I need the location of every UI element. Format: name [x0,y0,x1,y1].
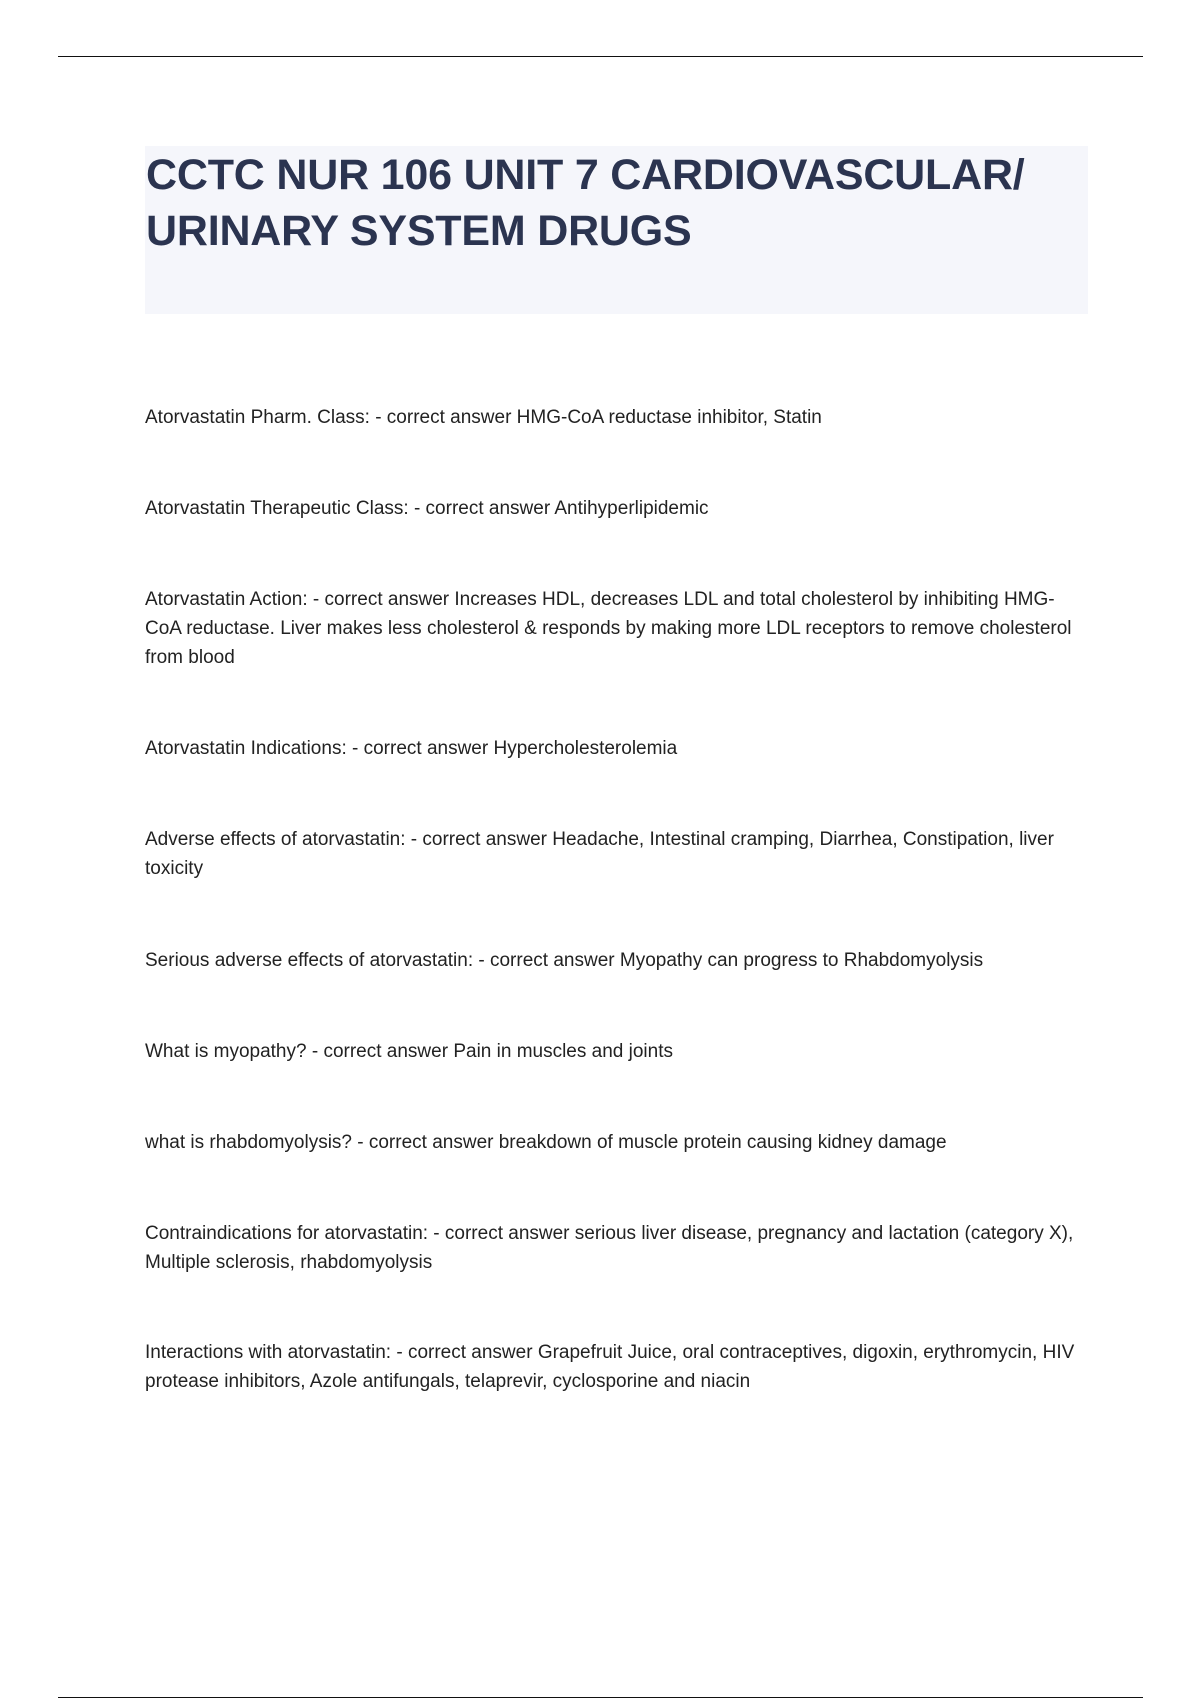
qa-entry: Atorvastatin Action: - correct answer Increases HDL, decreases LDL and total cholesterol by inhibiting HMG-CoA reductase. Liver makes less cholesterol & responds by making more LDL receptors to remove cholesterol from blood [145,589,1072,668]
qa-entry: What is myopathy? - correct answer Pain in muscles and joints [145,1041,673,1062]
qa-entry: what is rhabdomyolysis? - correct answer breakdown of muscle protein causing kidney damage [145,1132,947,1153]
qa-entry: Interactions with atorvastatin: - correct answer Grapefruit Juice, oral contraceptives, digoxin, erythromycin, HIV protease inhibitors, Azole antifungals, telaprevir, cyclosporine and niacin [145,1342,1075,1392]
top-rule [58,56,1143,57]
qa-entry: Contraindications for atorvastatin: - correct answer serious liver disease, pregnancy and lactation (category X), Multiple sclerosis, rhabdomyolysis [145,1223,1074,1273]
bottom-rule [58,1697,1143,1698]
document-title: CCTC NUR 106 UNIT 7 CARDIOVASCULAR/ URINARY SYSTEM DRUGS [146,151,1025,255]
qa-entry: Serious adverse effects of atorvastatin: - correct answer Myopathy can progress to Rhabdomyolysis [145,950,984,971]
qa-entry: Atorvastatin Indications: - correct answer Hypercholesterolemia [145,738,678,759]
qa-entry: Atorvastatin Pharm. Class: - correct answer HMG-CoA reductase inhibitor, Statin [145,407,822,428]
qa-entry: Atorvastatin Therapeutic Class: - correct answer Antihyperlipidemic [145,498,709,519]
qa-entry: Adverse effects of atorvastatin: - correct answer Headache, Intestinal cramping, Diarrhea, Constipation, liver toxicity [145,829,1054,879]
